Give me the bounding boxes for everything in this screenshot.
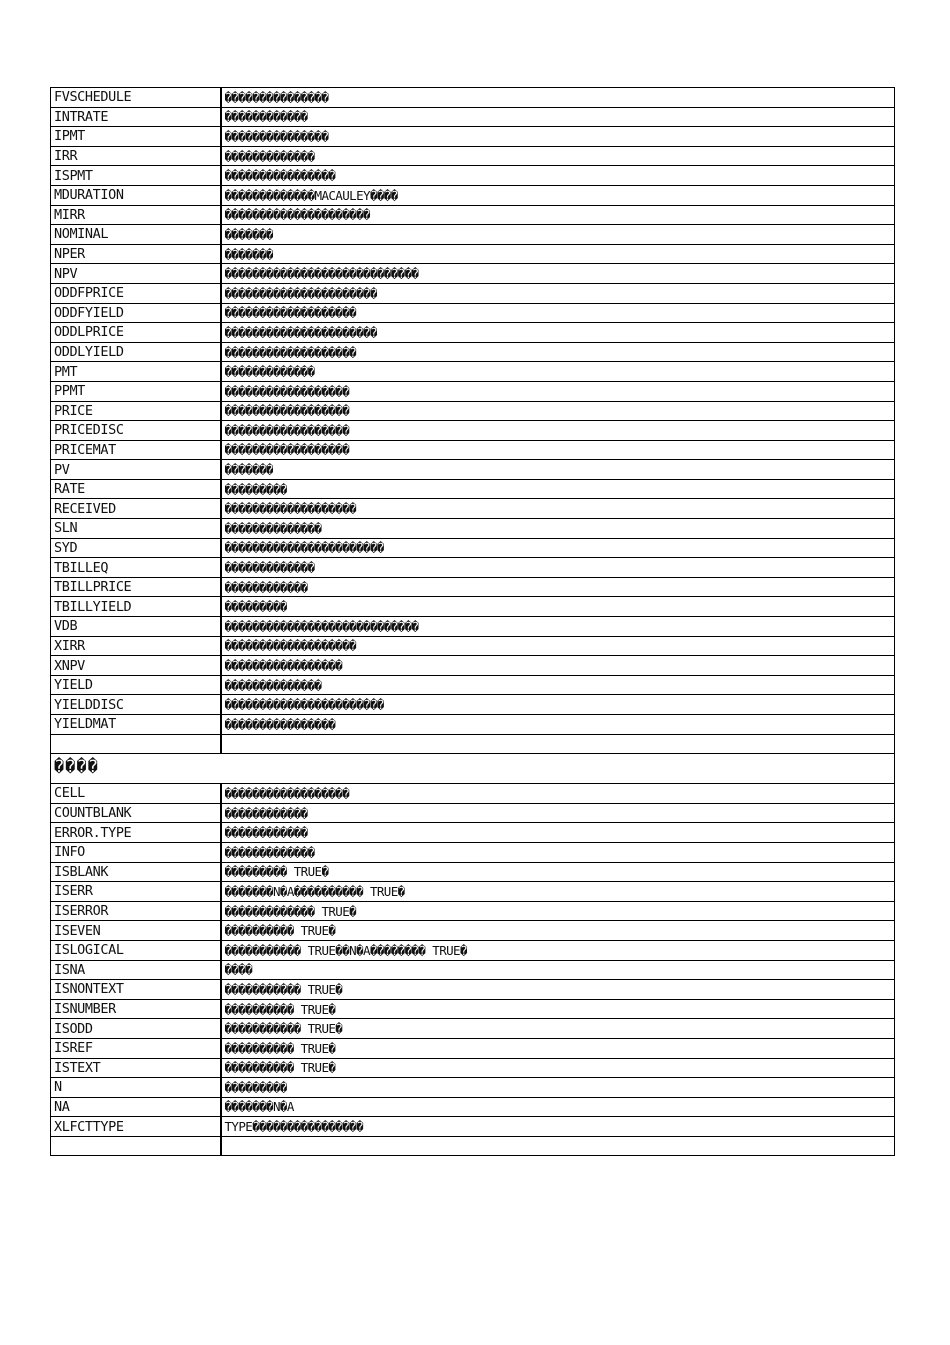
function-table (50, 87, 895, 1156)
function-name-cell[interactable]: NPV (51, 264, 221, 284)
table-row (51, 921, 895, 941)
table-row (51, 479, 895, 499)
function-description-cell[interactable]: ���������������������� (221, 323, 895, 343)
function-description-cell[interactable]: �������������� (221, 519, 895, 539)
function-description-cell[interactable]: ���������������� (221, 715, 895, 735)
function-name-cell[interactable]: TBILLEQ (51, 558, 221, 578)
blank-row (51, 734, 895, 754)
function-description-cell[interactable]: ������� (221, 244, 895, 264)
table-row (51, 401, 895, 421)
table-row (51, 1038, 895, 1058)
function-name-cell[interactable]: MDURATION (51, 185, 221, 205)
spacer-group (51, 734, 895, 784)
table-row (51, 244, 895, 264)
section-title: ���� (54, 756, 99, 777)
function-description-cell[interactable] (221, 734, 895, 754)
table-row (51, 264, 895, 284)
function-name-cell[interactable]: ISTEXT (51, 1058, 221, 1078)
table-row (51, 166, 895, 186)
function-name-cell[interactable]: FVSCHEDULE (51, 88, 221, 108)
information-functions-group (51, 784, 895, 1137)
function-name-cell[interactable]: MIRR (51, 205, 221, 225)
function-description-cell[interactable]: ��������� (221, 597, 895, 617)
function-name-cell[interactable]: PRICEMAT (51, 440, 221, 460)
function-name-cell[interactable]: ODDFYIELD (51, 303, 221, 323)
function-description-cell[interactable]: ���������������������������� (221, 264, 895, 284)
table-row (51, 960, 895, 980)
function-name-cell[interactable]: ISERR (51, 882, 221, 902)
function-name-cell[interactable]: PPMT (51, 381, 221, 401)
function-description-cell[interactable]: ����������� TRUE� (221, 980, 895, 1000)
table-row (51, 558, 895, 578)
function-description-cell[interactable]: ������� (221, 225, 895, 245)
table-row (51, 901, 895, 921)
table-row (51, 185, 895, 205)
function-description-cell[interactable]: ������������������� (221, 499, 895, 519)
function-description-cell[interactable]: ������������ (221, 823, 895, 843)
function-description-cell[interactable]: ����������� TRUE� (221, 1019, 895, 1039)
function-description-cell[interactable]: ������� (221, 460, 895, 480)
table-row (51, 381, 895, 401)
table-row (51, 715, 895, 735)
function-description-cell[interactable]: ���������� TRUE� (221, 999, 895, 1019)
function-description-cell[interactable]: ������������ (221, 577, 895, 597)
function-description-cell[interactable]: ��������������������� (221, 205, 895, 225)
table-row (51, 803, 895, 823)
table-row (51, 107, 895, 127)
function-description-cell[interactable]: ��������������� (221, 127, 895, 147)
table-row (51, 362, 895, 382)
function-name-cell[interactable]: IPMT (51, 127, 221, 147)
function-description-cell[interactable]: ����������������� (221, 656, 895, 676)
function-description-cell[interactable]: �������N�A���������� TRUE� (221, 882, 895, 902)
table-row (51, 1058, 895, 1078)
table-row (51, 421, 895, 441)
function-name-cell[interactable]: ODDFPRICE (51, 283, 221, 303)
function-description-cell[interactable]: ������������������� (221, 303, 895, 323)
function-name-cell[interactable]: YIELDMAT (51, 715, 221, 735)
table-row (51, 538, 895, 558)
function-description-cell[interactable]: ������������� (221, 842, 895, 862)
function-name-cell[interactable]: ISNA (51, 960, 221, 980)
table-row (51, 342, 895, 362)
function-name-cell[interactable]: ISLOGICAL (51, 940, 221, 960)
function-name-cell[interactable]: TBILLYIELD (51, 597, 221, 617)
table-row (51, 577, 895, 597)
function-name-cell[interactable]: ISNONTEXT (51, 980, 221, 1000)
function-description-cell[interactable]: ������������ (221, 803, 895, 823)
function-description-cell[interactable]: ����������������������� (221, 695, 895, 715)
table-row (51, 675, 895, 695)
function-description-cell[interactable]: �������������MACAULEY���� (221, 185, 895, 205)
table-row (51, 205, 895, 225)
table-row (51, 88, 895, 108)
section-title-cell[interactable] (51, 754, 895, 784)
function-description-cell[interactable]: ����������� TRUE��N�A�������� TRUE� (221, 940, 895, 960)
function-name-cell[interactable]: NPER (51, 244, 221, 264)
function-name-cell[interactable] (51, 734, 221, 754)
table-row (51, 283, 895, 303)
function-description-cell[interactable]: ���� (221, 960, 895, 980)
function-name-cell[interactable]: ERROR.TYPE (51, 823, 221, 843)
function-description-cell[interactable]: �������������� (221, 675, 895, 695)
function-name-cell[interactable]: PRICE (51, 401, 221, 421)
blank-row (51, 1136, 895, 1156)
function-name-cell[interactable]: RECEIVED (51, 499, 221, 519)
function-name-cell[interactable]: ODDLYIELD (51, 342, 221, 362)
function-description-cell[interactable]: TYPE���������������� (221, 1117, 895, 1137)
function-name-cell[interactable]: ISREF (51, 1038, 221, 1058)
table-row (51, 695, 895, 715)
table-row (51, 499, 895, 519)
table-row (51, 597, 895, 617)
function-name-cell[interactable]: ISPMT (51, 166, 221, 186)
function-name-cell[interactable]: INFO (51, 842, 221, 862)
function-name-cell[interactable]: RATE (51, 479, 221, 499)
table-row (51, 784, 895, 804)
function-name-cell[interactable]: IRR (51, 146, 221, 166)
function-name-cell[interactable]: ISERROR (51, 901, 221, 921)
function-description-cell[interactable] (221, 1136, 895, 1156)
table-row (51, 440, 895, 460)
function-description-cell[interactable]: ������������������ (221, 440, 895, 460)
function-description-cell[interactable]: ��������� (221, 1078, 895, 1098)
function-name-cell[interactable]: YIELD (51, 675, 221, 695)
table-row (51, 617, 895, 637)
table-row (51, 146, 895, 166)
function-name-cell[interactable]: ISEVEN (51, 921, 221, 941)
function-name-cell[interactable]: YIELDDISC (51, 695, 221, 715)
function-name-cell[interactable]: SLN (51, 519, 221, 539)
function-description-cell[interactable]: ������������� TRUE� (221, 901, 895, 921)
table-row (51, 1117, 895, 1137)
trailing-group (51, 1136, 895, 1156)
function-description-cell[interactable]: �������N�A (221, 1097, 895, 1117)
function-description-cell[interactable]: ������������������� (221, 342, 895, 362)
function-description-cell[interactable]: ���������������� (221, 166, 895, 186)
function-name-cell[interactable]: ODDLPRICE (51, 323, 221, 343)
function-description-cell[interactable]: ������������� (221, 362, 895, 382)
table-row (51, 842, 895, 862)
table-row (51, 999, 895, 1019)
function-name-cell[interactable]: PV (51, 460, 221, 480)
function-name-cell[interactable]: ISNUMBER (51, 999, 221, 1019)
function-description-cell[interactable]: ������������� (221, 558, 895, 578)
function-description-cell[interactable]: ������������������ (221, 784, 895, 804)
function-description-cell[interactable]: ���������������������� (221, 283, 895, 303)
table-row (51, 823, 895, 843)
table-row (51, 519, 895, 539)
function-name-cell[interactable]: TBILLPRICE (51, 577, 221, 597)
table-row (51, 460, 895, 480)
function-name-cell[interactable] (51, 1136, 221, 1156)
function-name-cell[interactable]: XLFCTTYPE (51, 1117, 221, 1137)
function-description-cell[interactable]: ��������� (221, 479, 895, 499)
table-row (51, 127, 895, 147)
function-description-cell[interactable]: ��������� TRUE� (221, 862, 895, 882)
function-description-cell[interactable]: ������������ (221, 107, 895, 127)
table-row (51, 225, 895, 245)
table-row (51, 1019, 895, 1039)
function-description-cell[interactable]: ���������������������������� (221, 617, 895, 637)
function-description-cell[interactable]: ������������� (221, 146, 895, 166)
table-row (51, 940, 895, 960)
function-name-cell[interactable]: ISBLANK (51, 862, 221, 882)
function-description-cell[interactable]: ���������� TRUE� (221, 921, 895, 941)
function-name-cell[interactable]: PMT (51, 362, 221, 382)
function-name-cell[interactable]: INTRATE (51, 107, 221, 127)
function-description-cell[interactable]: ����������������������� (221, 538, 895, 558)
function-name-cell[interactable]: COUNTBLANK (51, 803, 221, 823)
function-name-cell[interactable]: PRICEDISC (51, 421, 221, 441)
function-description-cell[interactable]: ������������������ (221, 401, 895, 421)
function-name-cell[interactable]: CELL (51, 784, 221, 804)
function-name-cell[interactable]: XNPV (51, 656, 221, 676)
section-header-row (51, 754, 895, 784)
function-name-cell[interactable]: ISODD (51, 1019, 221, 1039)
financial-functions-group (51, 88, 895, 735)
table-row (51, 1078, 895, 1098)
function-name-cell[interactable]: SYD (51, 538, 221, 558)
function-description-cell[interactable]: ���������� TRUE� (221, 1058, 895, 1078)
function-description-cell[interactable]: ������������������ (221, 421, 895, 441)
table-row (51, 862, 895, 882)
table-row (51, 882, 895, 902)
table-row (51, 636, 895, 656)
function-name-cell[interactable]: XIRR (51, 636, 221, 656)
function-description-cell[interactable]: ���������� TRUE� (221, 1038, 895, 1058)
table-row (51, 656, 895, 676)
function-description-cell[interactable]: ������������������ (221, 381, 895, 401)
function-name-cell[interactable]: NOMINAL (51, 225, 221, 245)
table-row (51, 980, 895, 1000)
function-name-cell[interactable]: NA (51, 1097, 221, 1117)
function-name-cell[interactable]: N (51, 1078, 221, 1098)
table-row (51, 303, 895, 323)
table-row (51, 323, 895, 343)
function-name-cell[interactable]: VDB (51, 617, 221, 637)
function-description-cell[interactable]: ��������������� (221, 88, 895, 108)
function-description-cell[interactable]: ������������������� (221, 636, 895, 656)
table-row (51, 1097, 895, 1117)
